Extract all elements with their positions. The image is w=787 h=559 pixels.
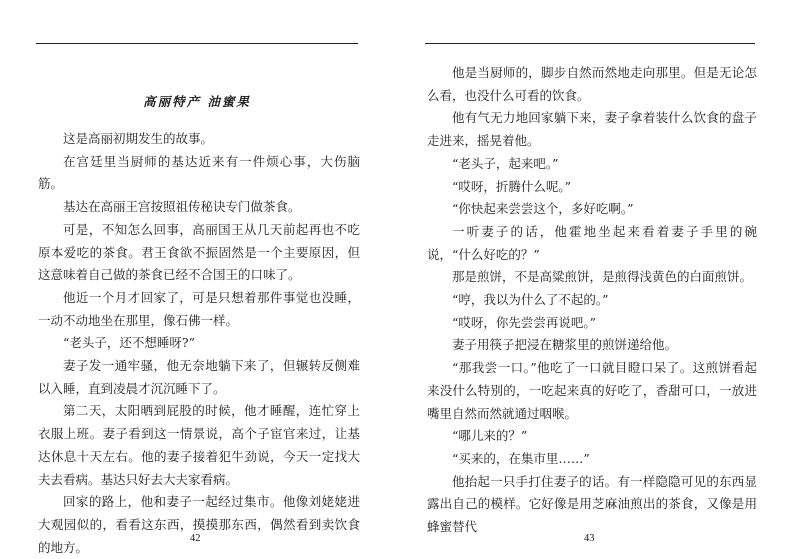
header-rule	[36, 43, 358, 44]
paragraph: “你快起来尝尝这个，多好吃啊。”	[452, 201, 634, 217]
page-number: 43	[584, 533, 595, 544]
paragraph: 他抬起一只手打住妻子的话。有一样隐隐可见的东西显露出自己的模样。它好像是用芝麻油煎出的茶食，又像是用蜂蜜替代	[427, 473, 757, 535]
paragraph: 在宫廷里当厨师的基达近来有一件烦心事，大伤脑筋。	[38, 153, 360, 192]
paragraph: 他有气无力地回家躺下来，妻子拿着装什么饮食的盘子走进来，摇晃着他。	[427, 110, 757, 149]
chapter-title: 高丽特产 油蜜果	[143, 94, 251, 109]
paragraph: 可是，不知怎么回事，高丽国王从几天前起再也不吃原本爱吃的茶食。君王食欲不振固然是一个主要原因，但这意味着自己做的茶食已经不合国王的口味了。	[38, 221, 360, 283]
paragraph: 那是煎饼，不是高粱煎饼，是煎得浅黄色的白面煎饼。	[452, 269, 753, 285]
paragraph: “哎呀，你先尝尝再说吧。”	[452, 314, 597, 330]
paragraph: “哼，我以为什么了不起的。”	[452, 292, 609, 308]
paragraph: 这是高丽初期发生的故事。	[63, 131, 214, 146]
paragraph: 妻子发一通牢骚，他无奈地躺下来了，但辗转反侧难以入睡，直到凌晨才沉沉睡下了。	[38, 358, 360, 396]
body-text	[427, 62, 757, 539]
paragraph: “哪儿来的？”	[452, 428, 528, 444]
paragraph: 第二天，太阳晒到屁股的时候，他才睡醒，连忙穿上衣服上班。妻子看到这一情景说，高个子宦官来过，让基达休息十天左右。他的妻子接着犯牛劲说，今天一定找大夫去看病。基达只好去大夫家看病。	[38, 403, 360, 487]
paragraph: 一听妻子的话，他霍地坐起来看着妻子手里的碗说，“什么好吃的？”	[427, 223, 757, 262]
paragraph: “老头子，还不想睡呀?”	[63, 335, 195, 351]
paragraph: “那我尝一口。”他吃了一口就目瞪口呆了。这煎饼看起来没什么特别的，一吃起来真的好吃了，香甜可口，一放进嘴里自然而然就通过咽喉。	[427, 360, 757, 421]
paragraph: “哎呀，折腾什么呢。”	[452, 178, 572, 194]
paragraph: 基达在高丽王宫按照祖传秘诀专门做茶食。	[63, 199, 301, 215]
paragraph: 回家的路上，他和妻子一起经过集市。他像刘姥姥进大观园似的，看看这东西，摸摸那东西，偶然看到卖饮食的地方。	[38, 494, 360, 555]
paragraph: 妻子用筷子把浸在糖浆里的煎饼递给他。	[452, 337, 678, 353]
left-page	[0, 0, 393, 558]
paragraph: “买来的，在集市里……”	[452, 450, 590, 466]
paragraph: 他是当厨师的，脚步自然而然地走向那里。但是无论怎么看，也没什么可看的饮食。	[427, 65, 757, 103]
paragraph: “老头子，起来吧。”	[452, 155, 559, 171]
header-rule	[425, 43, 755, 44]
paragraph: 他近一个月才回家了，可是只想着那件事觉也没睡，一动不动地坐在那里，像石佛一样。	[38, 289, 360, 328]
page-number: 42	[190, 533, 201, 544]
right-page	[394, 0, 787, 558]
body-text	[38, 128, 360, 559]
